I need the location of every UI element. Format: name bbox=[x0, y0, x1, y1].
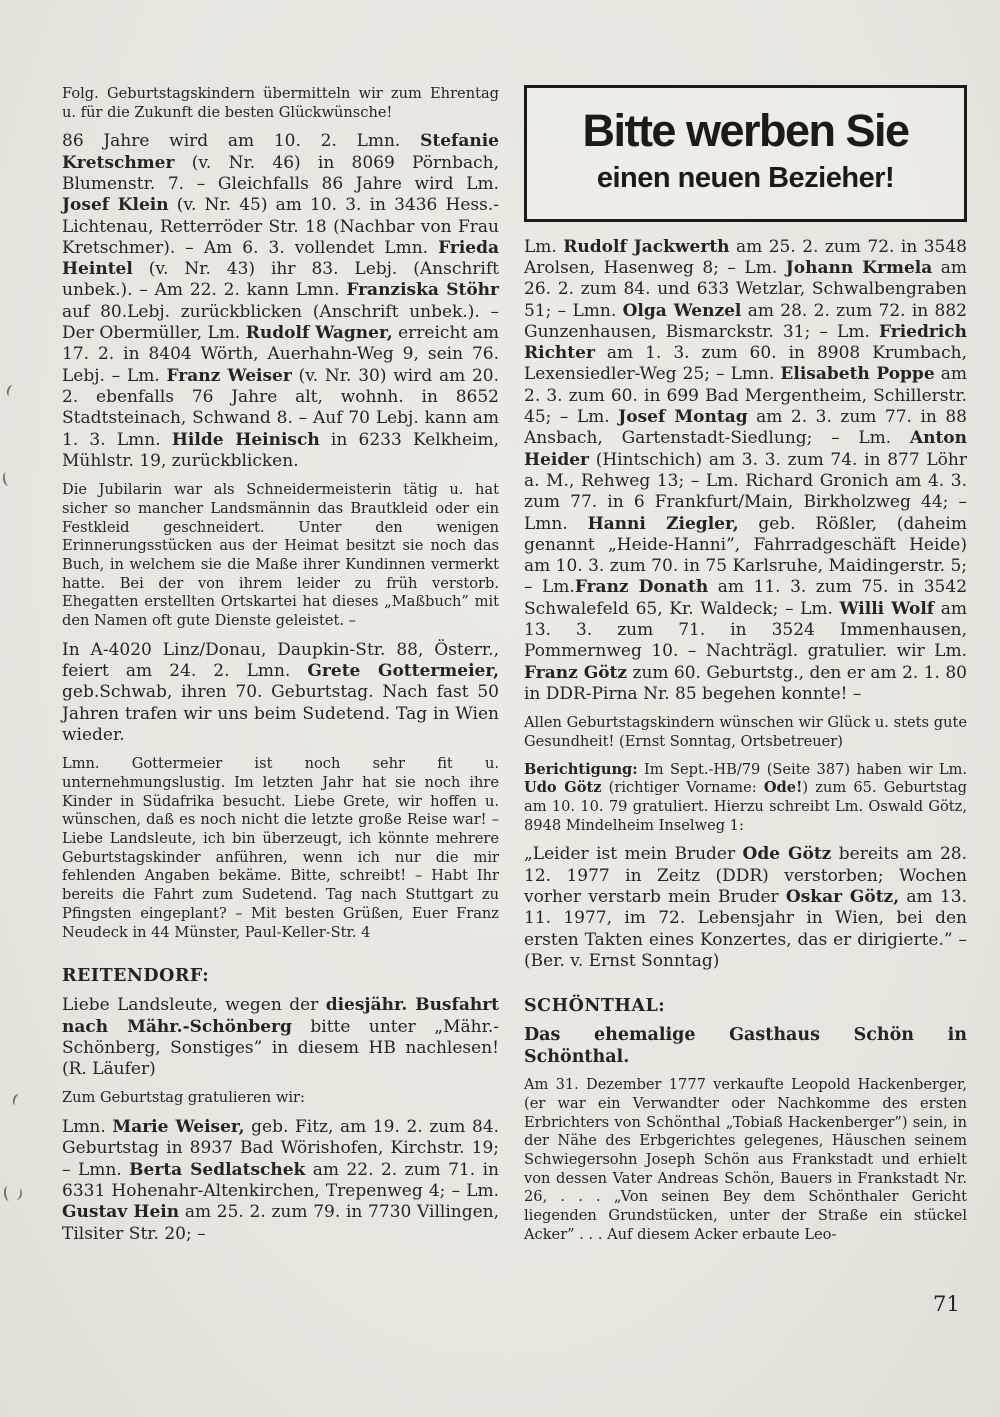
section-subheading: Das ehemalige Gasthaus Schön in Schönthal. bbox=[524, 1025, 967, 1067]
promo-box bbox=[524, 85, 967, 222]
paragraph: Berichtigung: Im Sept.-HB/79 (Seite 387) haben wir Lm. Udo Götz (richtiger Vorname: Ode!) zum 65. Geburtstag am 10. 10. 79 gratuliert. Hierzu schreibt Lm. Oswald Götz, 8948 Mindelheim Inselweg 1: bbox=[524, 760, 967, 834]
page-number: 71 bbox=[933, 1292, 960, 1316]
scan-artifact bbox=[11, 1093, 24, 1107]
section-heading: SCHÖNTHAL: bbox=[524, 996, 666, 1017]
paragraph: Die Jubilarin war als Schneidermeisterin tätig u. hat sicher so mancher Landsmännin das Brautkleid oder ein Festkleid geschneidert. Unter den wenigen Erinnerungsstücken aus der Heimat besitzt sie noch das Buch, in welchem sie die Maße ihrer Kundinnen vermerkt hatte. Bei der von ihrem leider zu früh verstorb. Ehegatten erstellten Ortskartei hat dieses „Maßbuch” mit den Namen oft gute Dienste geleistet. – bbox=[62, 481, 499, 630]
paragraph: „Leider ist mein Bruder Ode Götz bereits am 28. 12. 1977 in Zeitz (DDR) verstorben; Wochen vorher verstarb mein Bruder Oskar Götz, am 13. 11. 1977, im 72. Lebensjahr in Wien, bei den ersten Takten eines Konzertes, das er dirigierte.” – (Ber. v. Ernst Sonntag) bbox=[524, 844, 968, 971]
scan-artifact bbox=[2, 471, 13, 486]
paragraph: Am 31. Dezember 1777 verkaufte Leopold Hackenberger, (er war ein Verwandter oder Nachkomme des ersten Erbrichters von Schönthal „Tobiaß Hackenberger”) sein, in der Nähe des Erbgerichtes gelegenes, Häuschen seinem Schwiegersohn Joseph Schön aus Frankstadt und erhielt von dessen Vater Andreas Schön, Bauers in Frankstadt Nr. 26, . . . „Von seinen Bey dem Schönthaler Gericht liegenden Grundstücken, unter der Straße ein stückel Acker” . . . Auf diesem Acker erbaute Leo- bbox=[524, 1076, 967, 1243]
paragraph: Lmn. Marie Weiser, geb. Fitz, am 19. 2. zum 84. Geburtstag in 8937 Bad Wörishofen, Kirchstr. 19; – Lmn. Berta Sedlatschek am 22. 2. zum 71. in 6331 Hohenahr-Altenkirchen, Trepenweg 4; – Lm. Gustav Hein am 25. 2. zum 79. in 7730 Villingen, Tilsiter Str. 20; – bbox=[62, 1117, 500, 1244]
promo-subline: einen neuen Bezieher! bbox=[596, 161, 895, 194]
paragraph: Allen Geburtstagskindern wünschen wir Glück u. stets gute Gesundheit! (Ernst Sonntag, Ortsbetreuer) bbox=[524, 714, 967, 750]
right-column bbox=[524, 85, 967, 1254]
paragraph: Lmn. Gottermeier ist noch sehr fit u. unternehmungslustig. Im letzten Jahr hat sie noch ihre Kinder in Südafrika besucht. Liebe Grete, wir hoffen u. wünschen, daß es noch nicht die letzte große Reise war! – Liebe Landsleute, ich bin überzeugt, ich könnte mehrere Geburtstagskinder anführen, wenn ich nur die mir fehlenden Angaben bekäme. Bitte, schreibt! – Habt Ihr bereits die Fahrt zum Sudetend. Tag nach Stuttgart zu Pfingsten eingeplant? – Mit besten Grüßen, Euer Franz Neudeck in 44 Münster, Paul-Keller-Str. 4 bbox=[62, 755, 499, 941]
promo-headline: Bitte werben Sie bbox=[582, 105, 909, 156]
scan-artifact bbox=[5, 384, 17, 398]
paragraph: Lm. Rudolf Jackwerth am 25. 2. zum 72. in 3548 Arolsen, Hasenweg 8; – Lm. Johann Krmela am 26. 2. zum 84. und 633 Wetzlar, Schwalbengraben 51; – Lmn. Olga Wenzel am 28. 2. zum 72. in 882 Gunzenhausen, Bismarckstr. 31; – Lm. Friedrich Richter am 1. 3. zum 60. in 8908 Krumbach, Lexensiedler-Weg 25; – Lmn. Elisabeth Poppe am 2. 3. zum 60. in 699 Bad Mergentheim, Schillerstr. 45; – Lm. Josef Montag am 2. 3. zum 77. in 88 Ansbach, Gartenstadt-Siedlung; – Lm. Anton Heider (Hintschich) am 3. 3. zum 74. in 877 Löhr a. M., Rehweg 13; – Lm. Richard Gronich am 4. 3. zum 77. in 6 Frankfurt/Main, Birkholzweg 44; – Lmn. Hanni Ziegler, geb. Rößler, (daheim genannt „Heide-Hanni”, Fahrradgeschäft Heide) am 10. 3. zum 70. in 75 Karlsruhe, Maidingerstr. 5; – Lm.Franz Donath am 11. 3. zum 75. in 3542 Schwalefeld 65, Kr. Waldeck; – Lm. Willi Wolf am 13. 3. zum 71. in 3524 Immenhausen, Pommernweg 10. – Nachträgl. gratulier. wir Lm. Franz Götz zum 60. Geburtstg., den er am 2. 1. 80 in DDR-Pirna Nr. 85 begehen konnte! – bbox=[524, 236, 968, 704]
paragraph: Folg. Geburtstagskindern übermitteln wir zum Ehrentag u. für die Zukunft die besten Glückwünsche! bbox=[62, 85, 499, 121]
section-heading: REITENDORF: bbox=[62, 966, 210, 987]
paragraph: In A-4020 Linz/Donau, Daupkin-Str. 88, Österr., feiert am 24. 2. Lmn. Grete Gottermeier, geb.Schwab, ihren 70. Geburtstag. Nach fast 50 Jahren trafen wir uns beim Sudetend. Tag in Wien wieder. bbox=[62, 639, 499, 745]
paragraph: Zum Geburtstag gratulieren wir: bbox=[62, 1089, 305, 1107]
right-column-text bbox=[524, 237, 967, 1245]
scan-artifact bbox=[12, 1187, 24, 1201]
paragraph: Liebe Landsleute, wegen der diesjähr. Busfahrt nach Mähr.-Schönberg bitte unter „Mähr.-Schönberg, Sonstiges” in diesem HB nachlesen! (R. Läufer) bbox=[62, 995, 500, 1080]
left-column bbox=[62, 85, 499, 1254]
paragraph: 86 Jahre wird am 10. 2. Lmn. Stefanie Kretschmer (v. Nr. 46) in 8069 Pörnbach, Blumenstr. 7. – Gleichfalls 86 Jahre wird Lm. Josef Klein (v. Nr. 45) am 10. 3. in 3436 Hess.-Lichtenau, Retterröder Str. 18 (Nachbar von Frau Kretschmer). – Am 6. 3. vollendet Lmn. Frieda Heintel (v. Nr. 43) ihr 83. Lebj. (Anschrift unbek.). – Am 22. 2. kann Lmn. Franziska Stöhr auf 80.Lebj. zurückblicken (Anschrift unbek.). – Der Obermüller, Lm. Rudolf Wagner, erreicht am 17. 2. in 8404 Wörth, Auerhahn-Weg 9, sein 76. Lebj. – Lm. Franz Weiser (v. Nr. 30) wird am 20. 2. ebenfalls 76 Jahre alt, wohnh. in 8652 Stadtsteinach, Schwand 8. – Auf 70 Lebj. kann am 1. 3. Lmn. Hilde Heinisch in 6233 Kelkheim, Mühlstr. 19, zurückblicken. bbox=[62, 131, 500, 471]
